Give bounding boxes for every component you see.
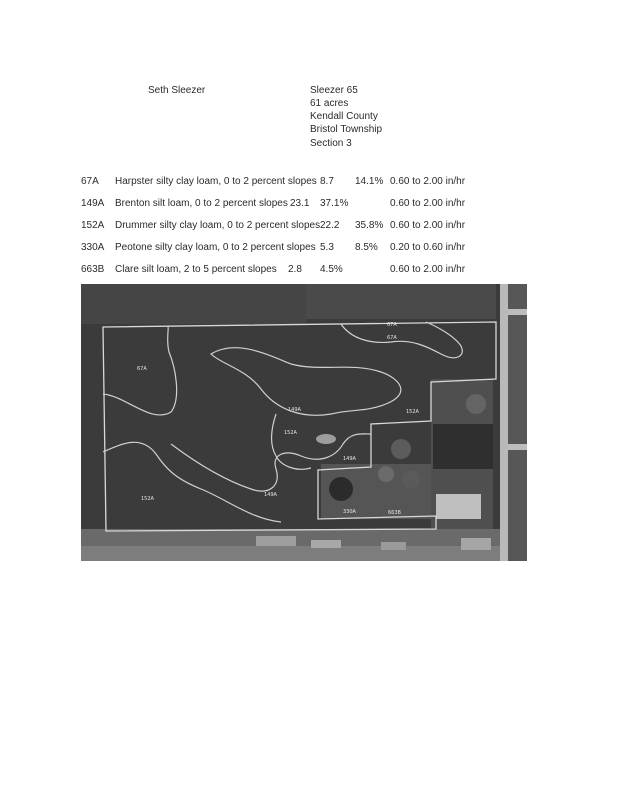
soil-percent: 14.1% xyxy=(355,176,384,187)
aerial-soil-map xyxy=(81,284,527,561)
map-label-149a: 149A xyxy=(288,407,301,413)
soil-code: 67A xyxy=(81,176,99,187)
map-label-152a: 152A xyxy=(284,430,297,436)
soil-acres: 5.3 xyxy=(320,242,334,253)
map-label-152a: 152A xyxy=(141,496,154,502)
soil-permeability: 0.60 to 2.00 in/hr xyxy=(390,176,466,187)
map-label-152a: 152A xyxy=(406,409,419,415)
soil-row xyxy=(0,242,618,256)
owner-name: Seth Sleezer xyxy=(148,85,206,96)
soil-percent: 35.8% xyxy=(355,220,384,231)
soil-acres: 2.8 xyxy=(288,264,302,275)
farm-township: Bristol Township xyxy=(310,124,383,135)
soil-row xyxy=(0,220,618,234)
soil-code: 152A xyxy=(81,220,105,231)
aerial-map-svg xyxy=(81,284,527,561)
soil-row xyxy=(0,264,618,278)
soil-description: Drummer silty clay loam, 0 to 2 percent slopes xyxy=(115,220,321,231)
map-label-663b: 663B xyxy=(388,510,401,516)
soil-code: 330A xyxy=(81,242,105,253)
soil-description: Brenton silt loam, 0 to 2 percent slopes xyxy=(115,198,288,209)
soil-permeability: 0.60 to 2.00 in/hr xyxy=(390,264,466,275)
map-label-330a: 330A xyxy=(343,509,356,515)
map-label-67a: 67A xyxy=(137,366,147,372)
soil-row xyxy=(0,198,618,212)
soil-percent: 8.5% xyxy=(355,242,378,253)
soil-code: 663B xyxy=(81,264,105,275)
map-label-149a: 149A xyxy=(343,456,356,462)
soil-permeability: 0.60 to 2.00 in/hr xyxy=(390,198,466,209)
soil-acres: 22.2 xyxy=(320,220,340,231)
map-label-67a: 67A xyxy=(387,322,397,328)
map-label-67a: 67A xyxy=(387,335,397,341)
soil-acres: 23.1 xyxy=(290,198,310,209)
soil-percent: 4.5% xyxy=(320,264,343,275)
soil-code: 149A xyxy=(81,198,105,209)
map-label-149a: 149A xyxy=(264,492,277,498)
soil-description: Harpster silty clay loam, 0 to 2 percent slopes xyxy=(115,176,317,187)
farm-county: Kendall County xyxy=(310,111,378,122)
soil-description: Peotone silty clay loam, 0 to 2 percent slopes xyxy=(115,242,316,253)
soil-permeability: 0.60 to 2.00 in/hr xyxy=(390,220,466,231)
farm-section: Section 3 xyxy=(310,138,352,149)
soil-acres: 8.7 xyxy=(320,176,334,187)
soil-percent: 37.1% xyxy=(320,198,349,209)
farm-acres: 61 acres xyxy=(310,98,349,109)
soil-permeability: 0.20 to 0.60 in/hr xyxy=(390,242,466,253)
farm-name: Sleezer 65 xyxy=(310,85,358,96)
soil-row xyxy=(0,176,618,190)
soil-description: Clare silt loam, 2 to 5 percent slopes xyxy=(115,264,277,275)
